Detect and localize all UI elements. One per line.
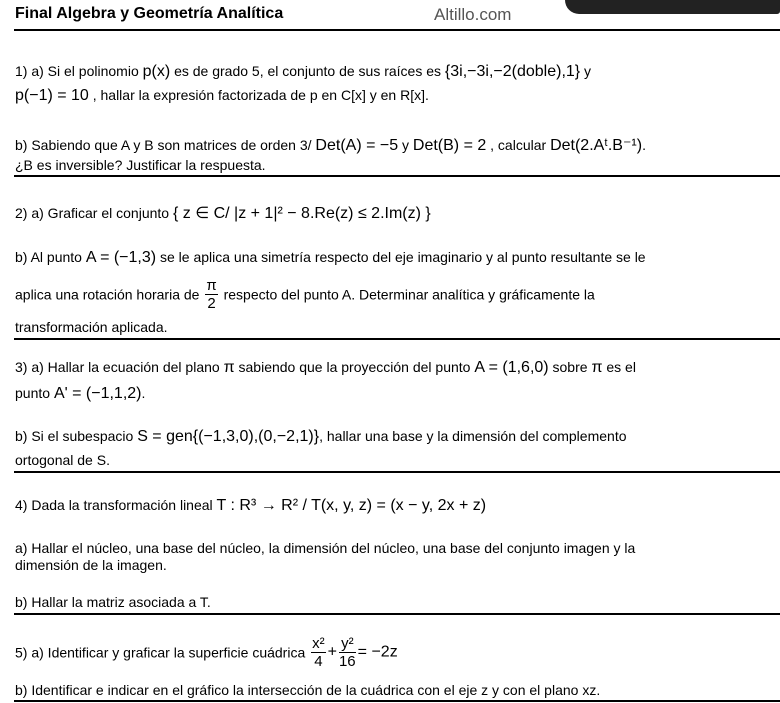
- q3-subspace: S = gen{(−1,3,0),(0,−2,1)}: [137, 428, 320, 445]
- q5-frac1-den: 4: [314, 653, 323, 670]
- q3-b-text2: , hallar una base y la dimensión del complemento: [319, 428, 627, 444]
- q2-a-text: 2) a) Graficar el conjunto: [15, 205, 173, 221]
- q4-transform: T : R³ → R² / T(x, y, z) = (x − y, 2x + z): [216, 497, 487, 514]
- q2-b-text: b) Al punto: [15, 249, 86, 265]
- q5-a-line: [15, 636, 398, 669]
- q1-a-line1: [15, 63, 591, 81]
- q5-frac2-num: y²: [339, 636, 356, 653]
- q3-a-text2: sabiendo que la proyección del punto: [234, 359, 475, 375]
- q5-plus: +: [327, 643, 337, 661]
- scan-smudge: [565, 0, 780, 14]
- q3-point-a-prime: A' = (−1,1,2): [53, 385, 142, 402]
- q1-b-text3: , calcular: [486, 137, 551, 153]
- q1-b-text4: .: [642, 137, 646, 153]
- q1-b-line2: ¿B es inversible? Justificar la respuesta.: [15, 157, 266, 173]
- q5-frac1-num: x²: [312, 635, 325, 652]
- q2-rule: [14, 338, 780, 340]
- q5-frac2-den: 16: [338, 653, 356, 670]
- q2-set: { z ∈ C/ |z + 1|² − 8.Re(z) ≤ 2.Im(z) }: [172, 205, 431, 222]
- q4-text: 4) Dada la transformación lineal: [15, 497, 217, 513]
- q3-b-line2: ortogonal de S.: [15, 452, 110, 468]
- q4-rule: [14, 613, 780, 615]
- q1-b-text: b) Sabiendo que A y B son matrices de orden 3/: [15, 137, 316, 153]
- q3-a-text: 3) a) Hallar la ecuación del plano: [15, 359, 224, 375]
- q2-point: A = (−1,3): [85, 249, 157, 266]
- q2-frac-num: π: [206, 277, 217, 294]
- q1-det-a: Det(A) = −5: [315, 137, 399, 154]
- q3-a-text6: .: [141, 385, 146, 401]
- q5-fraction-y: [339, 636, 356, 669]
- q3-a-text3: sobre: [548, 359, 592, 375]
- q3-a-line2: [15, 385, 145, 403]
- q1-a-text: 1) a) Si el polinomio: [15, 63, 143, 79]
- q3-pi: π: [223, 359, 235, 376]
- q1-a-line2: [15, 87, 429, 105]
- q4-a-line2: dimensión de la imagen.: [15, 557, 167, 573]
- q2-b-text3: aplica una rotación horaria de: [15, 286, 204, 303]
- q1-rule: [14, 175, 780, 177]
- q1-a-text3: y: [580, 63, 592, 79]
- q1-det-expr: Det(2.Aᵗ.B⁻¹): [550, 137, 643, 154]
- q1-a-text4: , hallar la expresión factorizada de p en C[x] y en R[x].: [88, 87, 429, 103]
- brand-watermark: Altillo.com: [434, 5, 512, 24]
- q5-rule: [14, 700, 780, 702]
- q3-a-text5: punto: [15, 385, 54, 401]
- q4-line: [15, 497, 486, 515]
- q1-poly: p(x): [142, 63, 171, 80]
- q1-b-line1: [15, 135, 646, 155]
- q5-rhs: = −2z: [357, 643, 398, 661]
- q4-a-line1: a) Hallar el núcleo, una base del núcleo, la dimensión del núcleo, una base del conjunto imagen y la: [15, 540, 636, 556]
- q5-fraction-x: [311, 636, 326, 669]
- q1-roots: {3i,−3i,−2(doble),1}: [444, 63, 581, 80]
- q1-b-text2: y: [398, 137, 413, 153]
- q2-b-text2: se le aplica una simetría respecto del eje imaginario y al punto resultante se le: [156, 249, 646, 265]
- q5-a-text: 5) a) Identificar y graficar la superficie cuádrica: [15, 644, 310, 661]
- q2-b-line2: [15, 278, 595, 311]
- q2-angle-fraction: [205, 278, 217, 311]
- q3-a-text4: es el: [602, 359, 636, 375]
- header-rule: [14, 29, 780, 31]
- q3-rule: [14, 471, 780, 473]
- q1-a-text2: es de grado 5, el conjunto de sus raíces es: [170, 63, 445, 79]
- q3-point-a: A = (1,6,0): [474, 359, 549, 376]
- q1-condition: p(−1) = 10: [15, 87, 89, 104]
- q3-b-line1: [15, 428, 627, 446]
- q5-b-line: b) Identificar e indicar en el gráfico la intersección de la cuádrica con el eje z y con el plano xz.: [15, 682, 601, 698]
- q2-a-line: [15, 203, 431, 223]
- q2-b-line3: transformación aplicada.: [15, 319, 168, 335]
- q3-a-line1: [15, 359, 636, 377]
- q4-b-line: b) Hallar la matriz asociada a T.: [15, 594, 211, 610]
- q1-det-b: Det(B) = 2: [412, 137, 487, 154]
- page-title: Final Algebra y Geometría Analítica: [15, 5, 284, 22]
- q2-b-line1: [15, 249, 646, 267]
- q3-pi2: π: [591, 359, 603, 376]
- q2-frac-den: 2: [207, 295, 216, 312]
- q2-b-text4: respecto del punto A. Determinar analítica y gráficamente la: [219, 286, 595, 303]
- q3-b-text: b) Si el subespacio: [15, 428, 138, 444]
